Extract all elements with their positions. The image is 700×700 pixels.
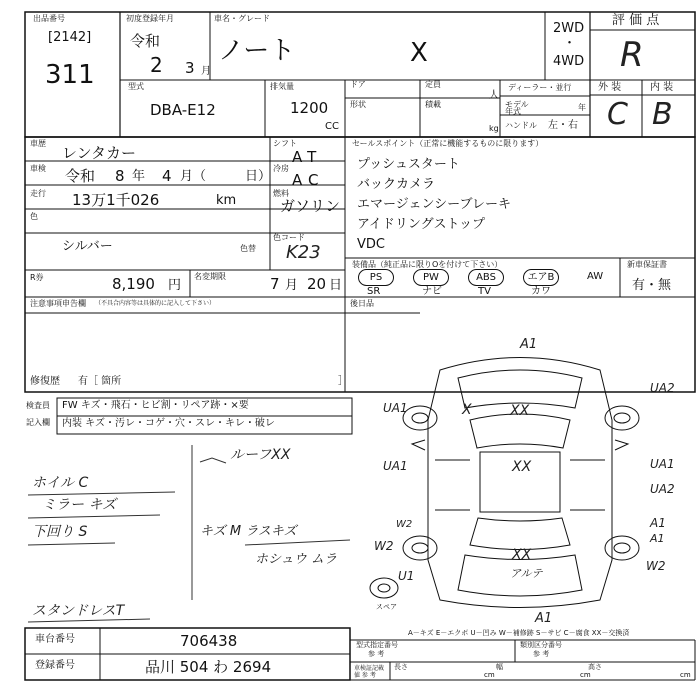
color-label: 色 — [30, 212, 38, 221]
model-grade-label: 車名・グレード — [214, 14, 270, 23]
diagram-mark: UA1 — [650, 457, 675, 471]
tax-month-unit: 月 — [285, 278, 299, 293]
option-airbag: エアB — [523, 269, 559, 286]
displacement-label: 排気量 — [270, 82, 294, 91]
recycle-unit: 円 — [168, 278, 182, 293]
sales-point-item: プッシュスタート — [357, 157, 460, 172]
drive-dot: ・ — [563, 36, 577, 51]
width-label: 幅 — [496, 663, 503, 671]
repair-label: 修復歴 — [30, 376, 60, 387]
inspector-label-2: 記入欄 — [26, 418, 50, 427]
note-wheel-2: ミラー キズ — [42, 497, 117, 513]
history-value: レンタカー — [62, 144, 137, 162]
color-change-label: 色替 — [240, 244, 256, 253]
length-unit: cm — [484, 671, 495, 679]
diagram-mark: UA1 — [383, 459, 408, 473]
after-label: 後日品 — [350, 299, 374, 308]
score-label: 評 価 点 — [612, 13, 660, 28]
note-lower: 下回り S — [32, 524, 88, 540]
note-cover: ホシュウ ムラ — [255, 552, 337, 567]
width-unit: cm — [580, 671, 591, 679]
inspection-month: 4 — [162, 167, 172, 185]
option-abs: ABS — [468, 269, 504, 286]
diagram-mark: W2 — [396, 519, 413, 530]
diagram-mark: U1 — [398, 569, 415, 583]
color-value: シルバー — [62, 239, 113, 254]
diagram-mark: UA2 — [650, 482, 675, 496]
repair-close: ］ — [338, 376, 348, 387]
interior-defects-row: 内装 キズ・汚レ・コゲ・穴・スレ・キレ・破レ — [62, 418, 275, 429]
sales-point-item: エマージェンシーブレーキ — [357, 197, 511, 212]
lot-number: 311 — [45, 60, 95, 90]
dealer-label: ディーラー・並行 — [508, 83, 572, 92]
equipment-label: 装備品（純正品に限りOを付けて下さい） — [352, 260, 503, 269]
recycle-value: 8,190 — [112, 275, 155, 293]
model-name: ノート — [218, 36, 296, 66]
color-code-label: 色コード — [273, 233, 305, 242]
interior-label: 内 装 — [650, 82, 674, 93]
diagram-mark: W2 — [646, 559, 666, 573]
displacement-unit: CC — [325, 121, 339, 132]
tax-month: 7 — [270, 275, 280, 293]
exterior-defects-row: FW キズ・飛石・ヒビ割・リペア跡・×要 — [62, 400, 249, 411]
exterior-score: C — [607, 97, 628, 132]
lot-bracket: [2142] — [48, 30, 92, 45]
class-no-label: 類別区分番号 — [520, 641, 562, 649]
shift-label: シフト — [273, 139, 297, 148]
chassis-label: 車台番号 — [35, 634, 75, 645]
new-warranty-label: 新車保証書 — [627, 260, 667, 269]
shift-value: AT — [292, 148, 323, 166]
first-reg-month: 3 — [185, 59, 195, 77]
length-label: 長さ — [394, 663, 408, 671]
spare-label: スペア — [376, 603, 397, 611]
grade: X — [410, 38, 428, 68]
tax-label: 名変期限 — [194, 272, 226, 281]
inspection-year-unit: 年 — [132, 169, 146, 184]
new-warranty-value: 有・無 — [632, 278, 672, 293]
dims-label: 車検証記載値 参 考 — [354, 665, 385, 679]
mileage-value: 13万1千026 — [72, 191, 160, 209]
caution-label: 注意事項申告欄 — [30, 299, 86, 308]
model-year-label: モデル年式 — [505, 100, 529, 116]
chassis-value: 706438 — [180, 632, 238, 650]
spec-no-sub: 参 考 — [368, 650, 385, 658]
exterior-label: 外 装 — [598, 82, 622, 93]
tax-day: 20 — [307, 275, 327, 293]
model-year-unit: 年 — [578, 103, 586, 112]
diagram-mark: A1 — [535, 611, 553, 626]
note-roof: ルーフXX — [230, 447, 291, 463]
first-reg-year: 2 — [150, 53, 163, 77]
ac-label: 冷房 — [273, 164, 289, 173]
option-navi: ナビ — [422, 286, 442, 297]
diagram-mark: X — [462, 402, 472, 418]
option-pw: PW — [413, 269, 449, 286]
diagram-mark: UA1 — [383, 401, 408, 415]
note-stand: スタンドレスT — [32, 603, 125, 619]
capacity-label: 定員 — [425, 80, 441, 89]
first-reg-era: 令和 — [130, 32, 161, 50]
recycle-label: R券 — [30, 273, 44, 282]
diagram-mark: A1 — [520, 337, 538, 352]
sales-point-item: バックカメラ — [357, 177, 436, 192]
capacity-unit: 人 — [489, 90, 499, 101]
drive-4wd: 4WD — [553, 54, 585, 69]
diagram-mark: UA2 — [650, 381, 675, 395]
inspection-era: 令和 — [65, 167, 96, 185]
handle-value: 左・右 — [548, 120, 578, 131]
diagram-mark: A1 — [650, 532, 665, 545]
lot-label: 出品番号 — [33, 14, 65, 23]
history-label: 車歴 — [30, 139, 46, 148]
reg-value: 品川 504 わ 2694 — [145, 658, 272, 676]
door-label: ドア — [350, 80, 366, 89]
reg-label: 登録番号 — [35, 660, 75, 671]
spec-no-label: 型式指定番号 — [356, 641, 398, 649]
inspection-month-unit: 月（ — [180, 169, 207, 184]
load-label: 積載 — [425, 100, 441, 109]
option-ps: PS — [358, 269, 394, 286]
inspector-label-1: 検査員 — [26, 401, 50, 410]
sales-points-label: セールスポイント（正常に機能するものに限ります） — [352, 139, 544, 148]
caution-sub: （不具合内容等は具体的に記入して下さい） — [95, 300, 216, 307]
fuel-label: 燃料 — [273, 189, 289, 198]
option-sr: SR — [367, 286, 381, 297]
drive-2wd: 2WD — [553, 21, 585, 36]
color-code-value: K23 — [286, 242, 321, 263]
displacement-value: 1200 — [290, 99, 329, 117]
option-aw: AW — [587, 271, 604, 282]
repair-value: 有［ 箇所 — [78, 376, 122, 387]
diagram-mark: W2 — [374, 539, 394, 553]
diagram-mark: アルテ — [510, 567, 543, 580]
diagram-mark: A1 — [650, 516, 666, 530]
diagram-mark: XX — [510, 403, 530, 419]
class-no-sub: 参 考 — [533, 650, 550, 658]
first-reg-label: 初度登録年月 — [126, 14, 174, 23]
tax-day-unit: 日 — [329, 278, 343, 293]
inspection-year: 8 — [115, 167, 125, 185]
type-value: DBA-E12 — [150, 101, 216, 119]
mileage-unit: km — [216, 193, 237, 208]
interior-score: B — [652, 97, 673, 132]
ac-value: AC — [292, 171, 325, 189]
option-tv: TV — [478, 286, 491, 297]
inspection-label: 車検 — [30, 164, 46, 173]
height-label: 高さ — [588, 663, 602, 671]
option-leather: カワ — [531, 286, 551, 297]
type-label: 型式 — [128, 82, 144, 91]
note-scratch: キズ M ラスキズ — [200, 524, 297, 539]
load-unit: kg — [489, 124, 499, 133]
damage-legend: A－キズ E－エクボ U－凹み W－補修跡 S－サビ C－腐食 XX－交換済 — [408, 629, 630, 637]
height-unit: cm — [680, 671, 691, 679]
first-reg-month-unit: 月 — [201, 66, 211, 77]
inspection-day-unit: 日） — [245, 169, 272, 184]
diagram-mark: XX — [512, 459, 532, 475]
mileage-label: 走行 — [30, 189, 46, 198]
sales-point-item: VDC — [357, 237, 385, 252]
note-wheel-1: ホイル C — [32, 475, 89, 491]
shape-label: 形状 — [350, 100, 366, 109]
score-value: R — [620, 35, 644, 75]
fuel-value: ガソリン — [280, 197, 341, 215]
handle-label: ハンドル — [505, 121, 537, 130]
sales-point-item: アイドリングストップ — [357, 217, 486, 232]
diagram-mark: XX — [512, 547, 532, 563]
